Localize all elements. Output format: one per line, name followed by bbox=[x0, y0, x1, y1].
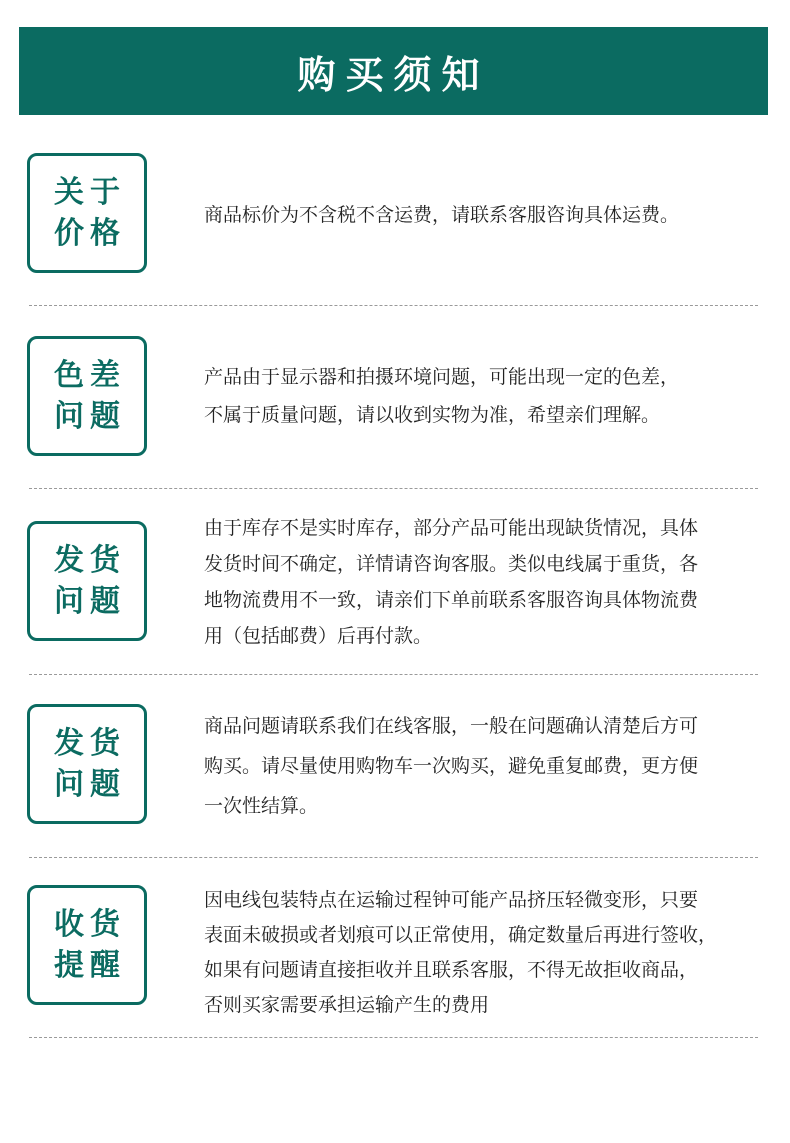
text-line: 商品问题请联系我们在线客服，一般在问题确认清楚后方可 bbox=[204, 715, 699, 737]
text-line: 购买。请尽量使用购物车一次购买，避免重复邮费，更方便 bbox=[204, 755, 699, 777]
dashed-divider bbox=[29, 857, 758, 858]
page-title: 购买须知 bbox=[297, 52, 490, 97]
section-label-line: 发货 bbox=[54, 726, 126, 761]
section-text bbox=[204, 706, 764, 826]
section-label-line: 发货 bbox=[54, 543, 126, 578]
section-label-box bbox=[27, 704, 147, 824]
section-label-box bbox=[27, 336, 147, 456]
section-text bbox=[204, 200, 764, 230]
section-label-line: 问题 bbox=[54, 399, 126, 434]
section-label-line: 色差 bbox=[54, 358, 126, 393]
dashed-divider bbox=[29, 674, 758, 675]
text-line: 产品由于显示器和拍摄环境问题，可能出现一定的色差， bbox=[204, 366, 680, 388]
section-label-box bbox=[27, 153, 147, 273]
text-line: 表面未破损或者划痕可以正常使用，确定数量后再进行签收， bbox=[204, 924, 718, 946]
section-label-line: 收货 bbox=[54, 907, 126, 942]
text-line: 商品标价为不含税不含运费，请联系客服咨询具体运费。 bbox=[204, 204, 680, 226]
text-line: 地物流费用不一致，请亲们下单前联系客服咨询具体物流费 bbox=[204, 589, 699, 611]
section-label-line: 问题 bbox=[54, 767, 126, 802]
page-header bbox=[19, 27, 768, 115]
text-line: 因电线包装特点在运输过程钟可能产品挤压轻微变形，只要 bbox=[204, 889, 699, 911]
dashed-divider bbox=[29, 1037, 758, 1038]
text-line: 发货时间不确定，详情请咨询客服。类似电线属于重货，各 bbox=[204, 553, 699, 575]
text-line: 如果有问题请直接拒收并且联系客服，不得无故拒收商品， bbox=[204, 959, 699, 981]
section-label-box bbox=[27, 521, 147, 641]
text-line: 否则买家需要承担运输产生的费用 bbox=[204, 994, 490, 1016]
section-label-line: 关于 bbox=[54, 175, 126, 210]
section-label-line: 价格 bbox=[54, 216, 126, 251]
text-line: 一次性结算。 bbox=[204, 795, 319, 817]
text-line: 不属于质量问题，请以收到实物为准，希望亲们理解。 bbox=[204, 404, 661, 426]
text-line: 由于库存不是实时库存，部分产品可能出现缺货情况，具体 bbox=[204, 517, 699, 539]
dashed-divider bbox=[29, 305, 758, 306]
dashed-divider bbox=[29, 488, 758, 489]
section-label-box bbox=[27, 885, 147, 1005]
section-label-line: 提醒 bbox=[54, 948, 126, 983]
section-text bbox=[204, 883, 764, 1023]
text-line: 用（包括邮费）后再付款。 bbox=[204, 625, 433, 647]
section-text bbox=[204, 358, 764, 434]
section-text bbox=[204, 510, 764, 654]
section-label-line: 问题 bbox=[54, 584, 126, 619]
